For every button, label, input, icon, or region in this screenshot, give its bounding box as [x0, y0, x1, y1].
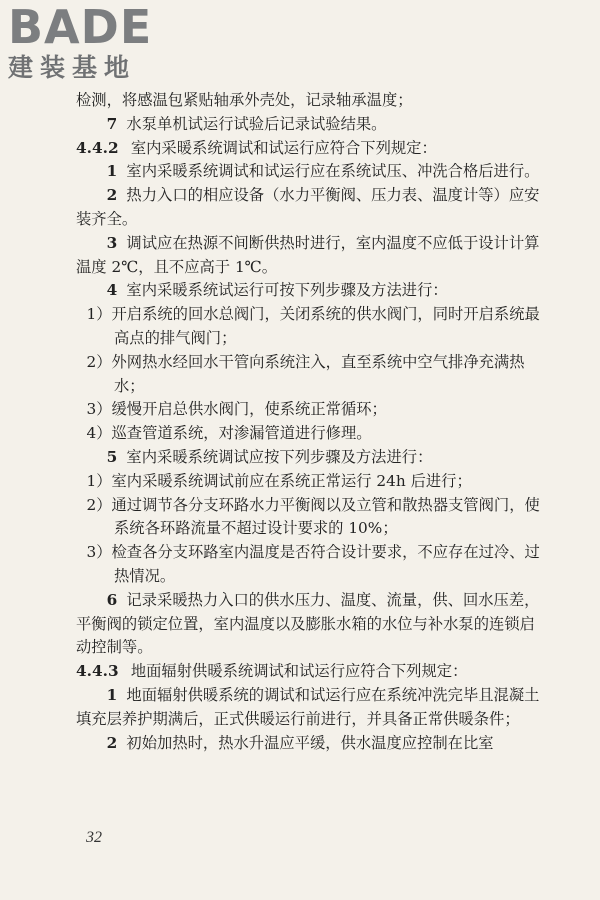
item-number: 6 [106, 590, 118, 609]
clause-number: 4.4.3 [76, 662, 119, 681]
logo-wordmark: BADE [8, 0, 153, 54]
bade-logo [8, 0, 188, 86]
item-text: 室内采暖系统调试应按下列步骤及方法进行： [126, 447, 433, 466]
item-text: 初始加热时，热水升温应平缓，供水温度应控制在比室 [126, 733, 494, 752]
item-text: 水泵单机试运行试验后记录试验结果。 [126, 114, 387, 133]
item-5 [76, 446, 546, 470]
clause-4-4-3 [76, 660, 546, 684]
clause-text: 地面辐射供暖系统调试和试运行应符合下列规定： [130, 662, 468, 681]
item-6 [76, 589, 546, 660]
item-number: 1 [106, 162, 118, 181]
sub-item: 4）巡查管道系统，对渗漏管道进行修理。 [86, 424, 372, 443]
item-text: 室内采暖系统试运行可按下列步骤及方法进行： [126, 281, 448, 300]
item-2 [76, 184, 546, 232]
logo-subtitle: 建装基地 [8, 53, 137, 82]
sub-item: 3）检查各分支环路室内温度是否符合设计要求，不应存在过冷、过热情况。 [86, 543, 540, 585]
item-number: 4 [106, 281, 118, 300]
item-1 [76, 684, 546, 732]
item-7 [76, 113, 546, 137]
clause-number: 4.4.2 [76, 138, 119, 157]
clause-4-4-2 [76, 137, 546, 161]
item-text: 热力入口的相应设备（水力平衡阀、压力表、温度计等）应安装齐全。 [76, 186, 540, 228]
line-continuation: 检测，将感温包紧贴轴承外壳处，记录轴承温度； [76, 91, 413, 109]
page-number: 32 [86, 829, 102, 846]
sub-item: 1）开启系统的回水总阀门，关闭系统的供水阀门，同时开启系统最高点的排气阀门； [86, 305, 540, 347]
document-body [76, 89, 546, 755]
sub-item: 1）室内采暖系统调试前应在系统正常运行 24h 后进行； [86, 471, 472, 490]
item-4 [76, 279, 546, 303]
item-text: 室内采暖系统调试和试运行应在系统试压、冲洗合格后进行。 [126, 162, 540, 181]
item-1 [76, 160, 546, 184]
item-number: 1 [106, 685, 118, 704]
item-2 [76, 732, 546, 756]
item-text: 地面辐射供暖系统的调试和试运行应在系统冲洗完毕且混凝土填充层养护期满后，正式供暖运行前进行，并具备正常供暖条件； [76, 685, 540, 728]
sub-item: 2）外网热水经回水干管向系统注入，直至系统中空气排净充满热水； [86, 352, 525, 395]
item-number: 5 [106, 447, 118, 466]
clause-text: 室内采暖系统调试和试运行应符合下列规定： [130, 138, 437, 157]
sub-item: 2）通过调节各分支环路水力平衡阀以及立管和散热器支管阀门，使系统各环路流量不超过设计要求的 10%； [86, 495, 540, 538]
item-number: 7 [106, 114, 118, 133]
item-text: 记录采暖热力入口的供水压力、温度、流量，供、回水压差，平衡阀的锁定位置，室内温度以及膨胀水箱的水位与补水泵的连锁启动控制等。 [76, 590, 540, 657]
item-number: 2 [106, 733, 118, 752]
item-text: 调试应在热源不间断供热时进行，室内温度不应低于设计计算温度 2℃，且不应高于 1℃。 [76, 233, 540, 276]
item-3 [76, 232, 546, 280]
sub-item: 3）缓慢开启总供水阀门，使系统正常循环； [86, 400, 387, 419]
item-number: 2 [106, 186, 118, 205]
item-number: 3 [106, 233, 118, 252]
